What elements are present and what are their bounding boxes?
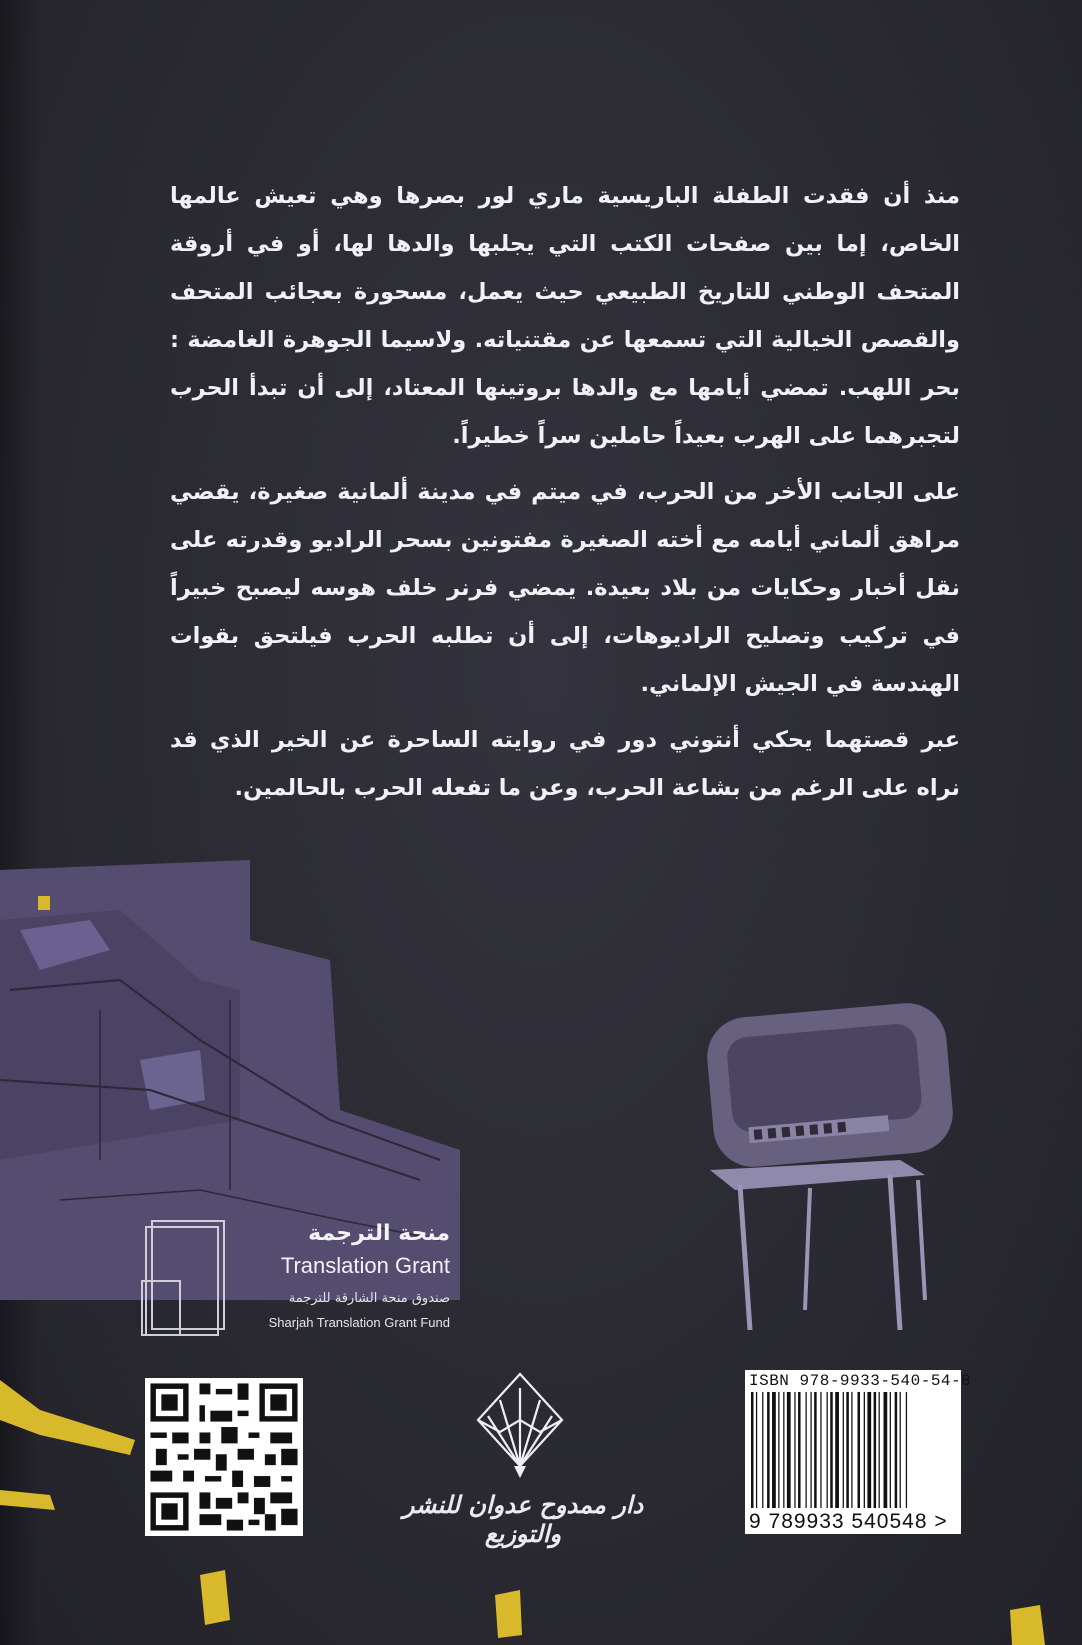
isbn-digits: 9 789933 540548 > xyxy=(749,1510,948,1533)
radio-illustration xyxy=(690,1000,960,1330)
description-paragraph-1: منذ أن فقدت الطفلة الباريسية ماري لور بصرها وهي تعيش عالمها الخاص، إما بين صفحات الكتب التي يجلبها والدها لها، أو في أروقة المتحف الوطني للتاريخ الطبيعي حيث يعمل، مسحورة بعجائب المتحف والقصص الخيالية التي تسمعها عن مقتنياته. ولاسيما الجوهرة الغامضة : بحر اللهب. تمضي أيامها مع والدها بروتينها المعتاد، إلى أن تبدأ الحرب لتجبرهما على الهرب بعيداً حاملين سراً خطيراً. xyxy=(170,183,960,449)
isbn-label: ISBN 978-9933-540-54-8 xyxy=(749,1372,972,1390)
book-description xyxy=(170,172,960,820)
publisher-name: دار ممدوح عدوان للنشر والتوزيع xyxy=(402,1490,644,1548)
barcode-bars xyxy=(751,1392,955,1508)
qr-code[interactable] xyxy=(145,1378,303,1536)
grant-fund-english: Sharjah Translation Grant Fund xyxy=(268,1315,450,1330)
description-paragraph-2: على الجانب الأخر من الحرب، في ميتم في مدينة ألمانية صغيرة، يقضي مراهق ألماني أيامه مع أخته الصغيرة مفتونين بسحر الراديو وقدرته على نقل أخبار وحكايات من بلاد بعيدة. يمضي فرنر خلف هوسه ليصبح خبيراً في تركيب وتصليح الراديوهات، إلى أن تطلبه الحرب فيلتحق بقوات الهندسة في الجيش الإلماني. xyxy=(170,479,960,697)
spine-shadow xyxy=(0,0,40,1645)
open-book-icon xyxy=(140,1215,226,1341)
grant-title-english: Translation Grant xyxy=(280,1253,450,1278)
grant-fund-arabic: صندوق منحة الشارقة للترجمة xyxy=(288,1291,450,1306)
isbn-barcode xyxy=(745,1370,972,1534)
description-paragraph-3: عبر قصتهما يحكي أنتوني دور في روايته الساحرة عن الخير الذي قد نراه على الرغم من بشاعة الحرب، وعن ما تفعله الحرب بالحالمين. xyxy=(170,727,960,801)
publisher-logo xyxy=(470,1370,570,1480)
grant-title-arabic: منحة الترجمة xyxy=(308,1221,450,1246)
translation-grant-badge xyxy=(140,1215,460,1345)
